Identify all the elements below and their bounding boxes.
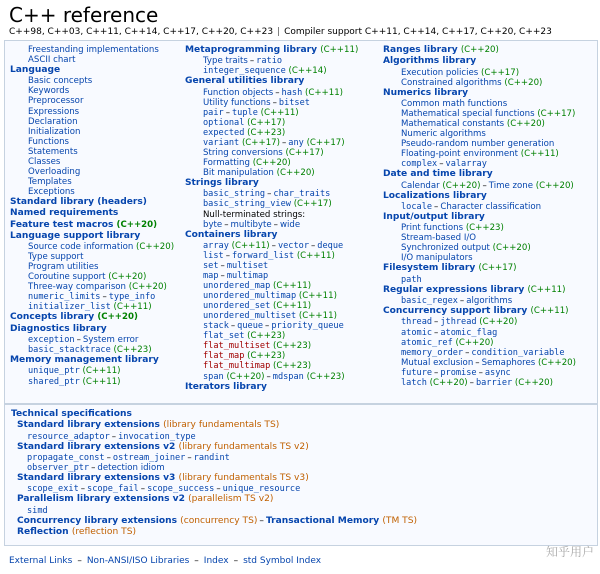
link-io-manipulators[interactable]: I/O manipulators (401, 253, 473, 264)
version-tag: (C++23) (306, 371, 345, 382)
link-system-error[interactable]: System error (82, 335, 139, 346)
tech-specs-pane: Technical specifications Standard library extensions (library fundamentals TS) resource_adaptor – invocation_type Standard library extensions v2 (library fundamentals TS v2) propagate_const – ostream_joiner – randint observer_ptr – detection idiom Standard library extensions v3 (library fundamentals TS v3) scope_exit – scope_fail – scope_success – unique_resource Parallelism library extensions v2 (parallelism TS v2) simd Concurrency library extensions (concurrency TS) – Transactional Memory (TM TS) Reflection (reflection TS) (4, 404, 598, 546)
link-reflection[interactable]: Reflection (17, 527, 69, 538)
link-async[interactable]: async (484, 367, 511, 378)
link-flat-multiset[interactable]: flat_multiset (203, 341, 271, 352)
link-semaphores[interactable]: Semaphores (481, 357, 536, 368)
version-tag: (C++17) (285, 147, 324, 158)
link-map[interactable]: map (203, 271, 219, 282)
link-initializer-list[interactable]: initializer_list (28, 302, 111, 313)
link-containers[interactable]: Containers library (185, 229, 278, 240)
link-expected[interactable]: expected (203, 127, 245, 138)
link-memory-management[interactable]: Memory management library (10, 355, 159, 366)
link-language[interactable]: Language (10, 65, 61, 76)
link-integer-sequence[interactable]: integer_sequence (203, 66, 286, 77)
version-tag: (C++20) (506, 119, 545, 130)
link-input-output[interactable]: Input/output library (383, 212, 485, 222)
link-list[interactable]: list (203, 250, 224, 261)
link-stack[interactable]: stack (203, 321, 229, 332)
link-any[interactable]: any (288, 137, 304, 148)
link-priority-queue[interactable]: priority_queue (271, 321, 344, 332)
link-simd[interactable]: simd (27, 505, 48, 516)
link-bitset[interactable]: bitset (278, 97, 310, 108)
link-byte[interactable]: byte (203, 219, 223, 230)
link-sle[interactable]: Standard library extensions (17, 420, 160, 431)
link-scope-exit[interactable]: scope_exit (27, 484, 79, 495)
version-tag: (C++11) (298, 311, 337, 322)
link-prng[interactable]: Pseudo-random number generation (401, 139, 555, 150)
version-tag: (C++20) (136, 242, 175, 253)
link-multibyte[interactable]: multibyte (230, 219, 272, 230)
link-type-traits[interactable]: Type traits (203, 56, 248, 67)
link-basic-string-view[interactable]: basic_string_view (203, 199, 291, 210)
link-feature-test-macros[interactable]: Feature test macros (10, 219, 114, 230)
link-math-constants[interactable]: Mathematical constants (401, 119, 505, 130)
link-condition-variable[interactable]: condition_variable (471, 347, 565, 358)
link-string-conversions[interactable]: String conversions (203, 147, 283, 158)
link-constrained-algorithms[interactable]: Constrained algorithms (401, 77, 502, 88)
link-exception[interactable]: exception (28, 335, 75, 346)
link-shared-ptr[interactable]: shared_ptr (28, 376, 80, 387)
version-tag: (C++23) (465, 223, 504, 234)
version-tag: (C++20) (116, 219, 158, 230)
column-1: Freestanding implementations ASCII chart Language Basic concepts Keywords Preprocessor Expressions Declaration Initialization Functions Statements Classes Overloading Templates Exceptions Standard library (headers) Named requirements Feature test macros (C++20) Language support library Source code information (C++20) Type support Program utilities Coroutine support (C++20) Three-way comparison (C++20) numeric_limits – type_info initializer_list (C++11) Concepts library (C++20) Diagnostics library exception – System error basic_stacktrace (C++23) Memory management library unique_ptr (C++11) shared_ptr (C++11) (10, 45, 175, 387)
link-strings[interactable]: Strings library (185, 178, 259, 189)
version-tag: (C++17) (293, 199, 332, 210)
version-tag: (C++20) (504, 77, 543, 88)
link-date-time[interactable]: Date and time library (383, 169, 493, 180)
link-ostream-joiner[interactable]: ostream_joiner (112, 452, 186, 463)
version-tag: (C++20) (535, 180, 574, 191)
link-execution-policies[interactable]: Execution policies (401, 67, 479, 78)
link-thread[interactable]: thread (401, 317, 433, 328)
link-basic-regex[interactable]: basic_regex (401, 296, 458, 307)
link-metaprogramming[interactable]: Metaprogramming library (185, 45, 318, 55)
link-detection-idiom[interactable]: detection idiom (97, 462, 165, 473)
version-tag: (C++20) (455, 337, 494, 348)
link-common-math[interactable]: Common math functions (401, 98, 508, 109)
link-type-info[interactable]: type_info (108, 292, 156, 303)
link-sle2[interactable]: Standard library extensions v2 (17, 441, 176, 452)
link-unordered-set[interactable]: unordered_set (203, 301, 271, 312)
version-tag: (C++20) (276, 168, 315, 179)
version-tag: (C++20) (514, 377, 553, 388)
link-randint[interactable]: randint (193, 452, 230, 463)
link-print-functions[interactable]: Print functions (401, 223, 464, 234)
link-freestanding[interactable]: Freestanding implementations (28, 45, 159, 55)
link-wide[interactable]: wide (279, 219, 301, 230)
link-formatting[interactable]: Formatting (203, 158, 250, 169)
link-statements[interactable]: Statements (28, 146, 78, 157)
version-tag: (C++11) (304, 87, 344, 98)
link-fp-environment[interactable]: Floating-point environment (401, 149, 518, 160)
link-unordered-map[interactable]: unordered_map (203, 281, 271, 292)
link-unordered-multimap[interactable]: unordered_multimap (203, 291, 297, 302)
link-technical-specifications[interactable]: Technical specifications (11, 409, 132, 419)
link-regex-algorithms[interactable]: algorithms (466, 296, 513, 307)
version-tag: (C++14) (288, 66, 327, 77)
link-basic-concepts[interactable]: Basic concepts (28, 76, 93, 87)
link-language-support[interactable]: Language support library (10, 230, 141, 241)
link-basic-stacktrace[interactable]: basic_stacktrace (28, 345, 111, 356)
link-vector[interactable]: vector (277, 240, 309, 251)
link-multiset[interactable]: multiset (226, 260, 269, 271)
link-optional[interactable]: optional (203, 117, 245, 128)
compiler-support-link[interactable]: Compiler support C++11, C++14, C++17, C++20, C++23 (284, 27, 552, 37)
version-tag: (C++20) (252, 158, 291, 169)
version-tag: (C++17) (481, 67, 520, 78)
version-tag: (C++23) (273, 341, 312, 352)
link-program-utilities[interactable]: Program utilities (28, 262, 99, 273)
link-standard-library[interactable]: Standard library (headers) (10, 196, 147, 207)
link-multimap[interactable]: multimap (226, 271, 269, 282)
version-tag: (C++11) (530, 306, 569, 317)
link-mutual-exclusion[interactable]: Mutual exclusion (401, 357, 474, 368)
version-tag: (C++20) (537, 357, 576, 368)
ts-tag: (library fundamentals TS v2) (178, 441, 309, 452)
link-regex[interactable]: Regular expressions library (383, 284, 525, 295)
version-tag: (C++23) (247, 351, 286, 362)
version-tag: (C++17) (478, 263, 517, 274)
link-parallelism[interactable]: Parallelism library extensions v2 (17, 494, 185, 505)
link-scope-fail[interactable]: scope_fail (87, 484, 139, 495)
version-tag: (C++17) (306, 137, 345, 148)
version-tag: (C++23) (113, 345, 152, 356)
version-tag: (C++20) (97, 312, 138, 323)
link-latch[interactable]: latch (401, 377, 427, 388)
version-tag: (C++11) (82, 366, 121, 377)
link-function-objects[interactable]: Function objects (203, 87, 274, 98)
version-tag: (C++11) (320, 45, 359, 55)
version-tag: (C++23) (247, 331, 286, 342)
link-math-special[interactable]: Mathematical special functions (401, 109, 535, 120)
link-declaration[interactable]: Declaration (28, 116, 78, 127)
link-type-support[interactable]: Type support (28, 252, 84, 263)
link-atomic[interactable]: atomic (401, 327, 433, 338)
link-forward-list[interactable]: forward_list (232, 250, 295, 261)
link-valarray[interactable]: valarray (445, 159, 487, 170)
link-basic-string[interactable]: basic_string (203, 189, 266, 200)
link-three-way-comparison[interactable]: Three-way comparison (28, 282, 127, 293)
link-time-zone[interactable]: Time zone (488, 180, 533, 191)
link-observer-ptr[interactable]: observer_ptr (27, 462, 90, 473)
link-named-requirements[interactable]: Named requirements (10, 208, 119, 219)
ts-tag: (library fundamentals TS) (163, 420, 280, 431)
link-overloading[interactable]: Overloading (28, 166, 81, 177)
page-title: C++ reference (9, 3, 159, 27)
ts-tag: (library fundamentals TS v3) (178, 473, 309, 484)
link-array[interactable]: array (203, 240, 229, 251)
link-queue[interactable]: queue (237, 321, 264, 332)
version-tag: (C++17) (537, 109, 576, 120)
link-exceptions[interactable]: Exceptions (28, 186, 75, 197)
link-memory-order[interactable]: memory_order (401, 347, 464, 358)
link-deque[interactable]: deque (317, 240, 344, 251)
ts-tag: (concurrency TS) (180, 515, 258, 526)
link-keywords[interactable]: Keywords (28, 86, 70, 97)
version-tag: (C++11) (273, 301, 312, 312)
link-atomic-ref[interactable]: atomic_ref (401, 337, 453, 348)
page-header (9, 4, 594, 38)
version-tag: (C++20) (479, 317, 518, 328)
link-invocation-type[interactable]: invocation_type (118, 431, 196, 442)
link-sle3[interactable]: Standard library extensions v3 (17, 473, 176, 484)
link-localizations[interactable]: Localizations library (383, 190, 487, 201)
link-preprocessor[interactable]: Preprocessor (28, 96, 84, 107)
link-scope-success[interactable]: scope_success (147, 484, 215, 495)
link-complex[interactable]: complex (401, 159, 438, 170)
link-concepts[interactable]: Concepts library (10, 312, 95, 323)
link-future[interactable]: future (401, 367, 433, 378)
link-classes[interactable]: Classes (28, 156, 61, 167)
link-flat-map[interactable]: flat_map (203, 351, 245, 362)
link-stream-io[interactable]: Stream-based I/O (401, 233, 477, 244)
link-path[interactable]: path (401, 274, 422, 285)
version-tag: (C++11) (527, 284, 566, 295)
main-reference-pane (4, 40, 598, 404)
link-concurrency[interactable]: Concurrency support library (383, 306, 528, 317)
link-filesystem[interactable]: Filesystem library (383, 263, 476, 274)
link-numerics[interactable]: Numerics library (383, 87, 469, 98)
version-tag: (C++11) (520, 149, 559, 160)
link-unordered-multiset[interactable]: unordered_multiset (203, 311, 297, 322)
link-locale[interactable]: locale (401, 201, 433, 212)
link-numeric-algorithms[interactable]: Numeric algorithms (401, 129, 486, 140)
link-initialization[interactable]: Initialization (28, 126, 81, 137)
version-tag: (C++11) (273, 281, 312, 292)
link-sync-output[interactable]: Synchronized output (401, 243, 490, 254)
link-char-traits[interactable]: char_traits (273, 189, 331, 200)
link-symbol-index[interactable]: std Symbol Index (243, 556, 322, 566)
column-3: Ranges library (C++20) Algorithms library Execution policies (C++17) Constrained algorithms (C++20) Numerics library Common math functions Mathematical special functions (C++17) Mathematical constants (C++20) Numeric algorithms Pseudo-random number generation Floating-point environment (C++11) complex – valarray Date and time library Calendar (C++20) – Time zone (C++20) Localizations library locale – Character classification Input/output library Print functions (C++23) Stream-based I/O Synchronized output (C++20) I/O manipulators Filesystem library (C++17) path Regular expressions library (C++11) basic_regex – algorithms Concurrency support library (C++11) thread – jthread (C++20) atomic – atomic_flag atomic_ref (C++20) memory_order – condition_variable Mutual exclusion – Semaphores (C++20) future – promise – async latch (C++20) – barrier (C++20) (383, 45, 576, 388)
link-index[interactable]: Index (203, 556, 229, 566)
link-expressions[interactable]: Expressions (28, 106, 80, 117)
version-tag: (C++20) (429, 377, 468, 388)
version-tag: (C++20) (128, 282, 167, 293)
link-char-classification[interactable]: Character classification (440, 201, 542, 212)
link-non-ansi[interactable]: Non-ANSI/ISO Libraries (86, 556, 190, 566)
standard-versions[interactable]: C++98, C++03, C++11, C++14, C++17, C++20, C++23 (9, 27, 274, 37)
link-coroutine-support[interactable]: Coroutine support (28, 272, 106, 283)
link-ratio[interactable]: ratio (256, 56, 283, 67)
link-promise[interactable]: promise (440, 367, 477, 378)
link-atomic-flag[interactable]: atomic_flag (440, 327, 498, 338)
version-tag: (C++20) (226, 371, 265, 382)
link-unique-ptr[interactable]: unique_ptr (28, 366, 80, 377)
version-tag: (C++11) (260, 107, 299, 118)
link-mdspan[interactable]: mdspan (272, 371, 304, 382)
link-ranges[interactable]: Ranges library (383, 45, 458, 55)
null-terminated-label: Null-terminated strings: (203, 209, 306, 220)
link-jthread[interactable]: jthread (440, 317, 477, 328)
link-calendar[interactable]: Calendar (401, 180, 440, 191)
header-subtitle: C++98, C++03, C++11, C++14, C++17, C++20, C++23 | Compiler support C++11, C++14, C++17, C++20, C++23 (9, 27, 552, 37)
link-functions[interactable]: Functions (28, 136, 70, 147)
version-tag: (C++23) (247, 127, 286, 138)
version-tag: (C++17) (247, 117, 286, 128)
link-set[interactable]: set (203, 260, 219, 271)
link-unique-resource[interactable]: unique_resource (222, 484, 301, 495)
version-tag: (C++17) (241, 137, 280, 148)
link-hash[interactable]: hash (281, 87, 303, 98)
ts-tag: (TM TS) (382, 515, 418, 526)
link-numeric-limits[interactable]: numeric_limits (28, 292, 101, 303)
version-tag: (C++11) (296, 250, 335, 261)
version-tag: (C++11) (231, 240, 270, 251)
link-barrier[interactable]: barrier (475, 377, 513, 388)
link-concurrency-ext[interactable]: Concurrency library extensions (17, 515, 177, 526)
version-tag: (C++11) (113, 302, 152, 313)
version-tag: (C++20) (108, 272, 147, 283)
link-flat-multimap[interactable]: flat_multimap (203, 361, 271, 372)
link-propagate-const[interactable]: propagate_const (27, 452, 105, 463)
ts-tag: (reflection TS) (71, 527, 137, 538)
link-algorithms[interactable]: Algorithms library (383, 56, 477, 67)
column-2: Metaprogramming library (C++11) Type traits – ratio integer_sequence (C++14) General utilities library Function objects – hash (C++11) Utility functions – bitset pair – tuple (C++11) optional (C++17) expected (C++23) variant (C++17) – any (C++17) String conversions (C++17) Formatting (C++20) Bit manipulation (C++20) Strings library basic_string – char_traits basic_string_view (C++17) Null-terminated strings: byte – multibyte – wide Containers library array (C++11) – vector – deque list – forward_list (C++11) set – multiset map – multimap unordered_map (C++11) unordered_multimap (C++11) unordered_set (C++11) unordered_multiset (C++11) stack – queue – priority_queue flat_set (C++23) flat_multiset (C++23) flat_map (C++23) flat_multimap (C++23) span (C++20) – mdspan (C++23) Iterators library (185, 45, 359, 392)
link-span[interactable]: span (203, 371, 224, 382)
link-source-code-info[interactable]: Source code information (28, 242, 134, 253)
version-tag: (C++11) (298, 291, 337, 302)
link-resource-adaptor[interactable]: resource_adaptor (27, 431, 110, 442)
version-tag: (C++11) (82, 376, 121, 387)
link-flat-set[interactable]: flat_set (203, 331, 245, 342)
link-external-links[interactable]: External Links (9, 556, 73, 566)
link-templates[interactable]: Templates (28, 176, 72, 187)
link-variant[interactable]: variant (203, 137, 240, 148)
link-transactional-memory[interactable]: Transactional Memory (265, 515, 380, 526)
link-tuple[interactable]: tuple (232, 107, 258, 118)
link-iterators[interactable]: Iterators library (185, 381, 267, 392)
version-tag: (C++20) (442, 180, 481, 191)
link-utility-functions[interactable]: Utility functions (203, 97, 271, 108)
footer-links: External Links – Non-ANSI/ISO Libraries – Index – std Symbol Index (9, 556, 322, 566)
version-tag: (C++20) (492, 243, 531, 254)
link-general-utilities[interactable]: General utilities library (185, 76, 305, 87)
version-tag: (C++20) (460, 45, 499, 55)
version-tag: (C++23) (273, 361, 312, 372)
watermark: 知乎用户 (545, 545, 594, 559)
link-bit-manipulation[interactable]: Bit manipulation (203, 168, 274, 179)
ts-tag: (parallelism TS v2) (188, 494, 274, 505)
link-diagnostics[interactable]: Diagnostics library (10, 323, 107, 334)
link-pair[interactable]: pair (203, 107, 224, 118)
link-ascii-chart[interactable]: ASCII chart (28, 55, 76, 66)
